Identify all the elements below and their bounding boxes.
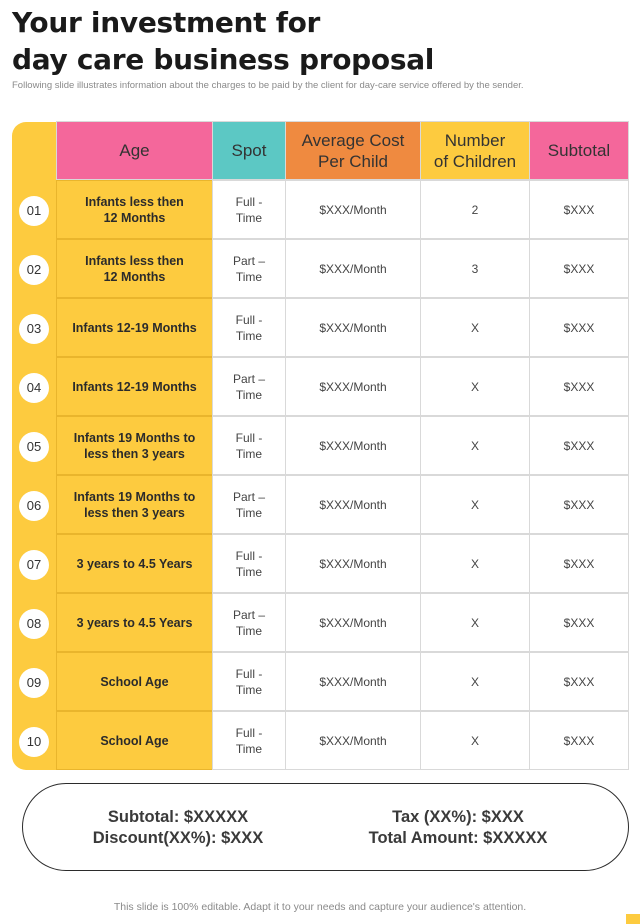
header-number-spacer [12,122,56,181]
row-number [12,358,56,417]
average-cost-cell: $XXX/Month [285,298,421,357]
number-of-children-cell: X [420,357,530,416]
row-number-badge: 05 [19,432,49,462]
age-line-1: Infants less then [85,253,184,268]
page-subtitle: Following slide illustrates information about the charges to be paid by the client for day-care service offered by the sender. [12,80,524,91]
spot-line-1: Full - [235,312,263,327]
age-cell [56,534,213,593]
header-average-cost [285,121,421,180]
row-number-badge: 07 [19,550,49,580]
average-cost-cell: $XXX/Month [285,593,421,652]
subtotal-cell: $XXX [529,180,629,239]
number-of-children-cell: X [420,593,530,652]
age-cell [56,652,213,711]
spot-line-1: Full - [235,194,263,209]
subtotal-cell: $XXX [529,357,629,416]
age-cell [56,593,213,652]
table-row [12,358,629,417]
subtotal-cell: $XXX [529,534,629,593]
age-cell [56,298,213,357]
spot-line-1: Part – [232,607,265,622]
row-number [12,653,56,712]
subtotal-cell: $XXX [529,652,629,711]
row-number [12,299,56,358]
table-row [12,535,629,594]
average-cost-cell: $XXX/Month [285,711,421,770]
age-line-2: less then 3 years [84,505,185,520]
spot-line-2: Time [235,741,263,756]
page-title-line-2: day care business proposal [12,43,435,76]
table-row [12,594,629,653]
table-row [12,299,629,358]
number-of-children-cell: 2 [420,180,530,239]
age-line-1: Infants 19 Months to [73,430,196,445]
page-title-line-1: Your investment for [12,6,321,39]
age-line-1: School Age [100,674,169,689]
subtotal-cell: $XXX [529,298,629,357]
age-cell [56,357,213,416]
row-number [12,712,56,771]
average-cost-cell: $XXX/Month [285,652,421,711]
spot-cell [212,652,286,711]
row-number-badge: 04 [19,373,49,403]
age-line-1: Infants 12-19 Months [72,320,197,335]
spot-line-1: Full - [235,725,263,740]
summary-subtotal: Subtotal: $XXXXX [107,808,249,826]
row-number [12,417,56,476]
spot-line-2: Time [235,328,263,343]
spot-cell [212,593,286,652]
header-number-line-1: Number [444,130,506,150]
header-average-cost-line-2: Per Child [318,151,388,171]
average-cost-cell: $XXX/Month [285,357,421,416]
page-title [12,4,612,78]
spot-line-2: Time [235,505,263,520]
spot-cell [212,711,286,770]
row-number [12,181,56,240]
spot-line-2: Time [235,446,263,461]
age-cell [56,475,213,534]
corner-accent [626,914,640,924]
subtotal-cell: $XXX [529,711,629,770]
header-spot: Spot [212,121,286,180]
age-line-1: Infants 12-19 Months [72,379,197,394]
age-cell [56,239,213,298]
age-cell [56,711,213,770]
spot-line-2: Time [235,623,263,638]
subtotal-cell: $XXX [529,239,629,298]
header-subtotal: Subtotal [529,121,629,180]
spot-line-2: Time [235,269,263,284]
table-header-row [12,122,629,181]
spot-line-1: Full - [235,430,263,445]
spot-line-1: Part – [232,253,265,268]
age-line-2: 12 Months [103,269,166,284]
row-number-badge: 02 [19,255,49,285]
row-number [12,594,56,653]
row-number-badge: 08 [19,609,49,639]
number-of-children-cell: X [420,298,530,357]
row-number [12,240,56,299]
summary-total-amount: Total Amount: $XXXXX [368,829,548,847]
row-number-badge: 10 [19,727,49,757]
header-age: Age [56,121,213,180]
number-of-children-cell: X [420,534,530,593]
spot-cell [212,298,286,357]
average-cost-cell: $XXX/Month [285,239,421,298]
subtotal-cell: $XXX [529,593,629,652]
number-of-children-cell: X [420,416,530,475]
table-row [12,712,629,771]
number-of-children-cell: X [420,652,530,711]
spot-line-1: Full - [235,666,263,681]
spot-cell [212,534,286,593]
row-number-badge: 06 [19,491,49,521]
row-number-badge: 09 [19,668,49,698]
number-of-children-cell: X [420,711,530,770]
spot-cell [212,180,286,239]
footer-note: This slide is 100% editable. Adapt it to your needs and capture your audience's attention. [113,901,527,913]
average-cost-cell: $XXX/Month [285,180,421,239]
spot-line-1: Part – [232,371,265,386]
age-line-1: Infants less then [85,194,184,209]
age-line-2: 12 Months [103,210,166,225]
age-line-1: Infants 19 Months to [73,489,196,504]
spot-line-2: Time [235,682,263,697]
average-cost-cell: $XXX/Month [285,475,421,534]
spot-line-2: Time [235,387,263,402]
subtotal-cell: $XXX [529,475,629,534]
table-row [12,417,629,476]
spot-line-1: Full - [235,548,263,563]
spot-line-2: Time [235,210,263,225]
summary-tax: Tax (XX%): $XXX [392,808,524,826]
spot-cell [212,416,286,475]
table-row [12,240,629,299]
row-number-badge: 01 [19,196,49,226]
table-row [12,653,629,712]
age-line-1: 3 years to 4.5 Years [76,615,193,630]
age-line-1: 3 years to 4.5 Years [76,556,193,571]
row-number-badge: 03 [19,314,49,344]
number-of-children-cell: X [420,475,530,534]
average-cost-cell: $XXX/Month [285,416,421,475]
spot-cell [212,239,286,298]
spot-cell [212,357,286,416]
header-average-cost-line-1: Average Cost [301,130,405,150]
header-number-of-children [420,121,530,180]
age-cell [56,416,213,475]
table-row [12,181,629,240]
row-number [12,476,56,535]
summary-box [22,783,629,871]
average-cost-cell: $XXX/Month [285,534,421,593]
table-row [12,476,629,535]
summary-discount: Discount(XX%): $XXX [92,829,264,847]
spot-line-1: Part – [232,489,265,504]
subtotal-cell: $XXX [529,416,629,475]
number-of-children-cell: 3 [420,239,530,298]
spot-cell [212,475,286,534]
header-number-line-2: of Children [433,151,517,171]
age-cell [56,180,213,239]
row-number [12,535,56,594]
spot-line-2: Time [235,564,263,579]
age-line-2: less then 3 years [84,446,185,461]
age-line-1: School Age [100,733,169,748]
